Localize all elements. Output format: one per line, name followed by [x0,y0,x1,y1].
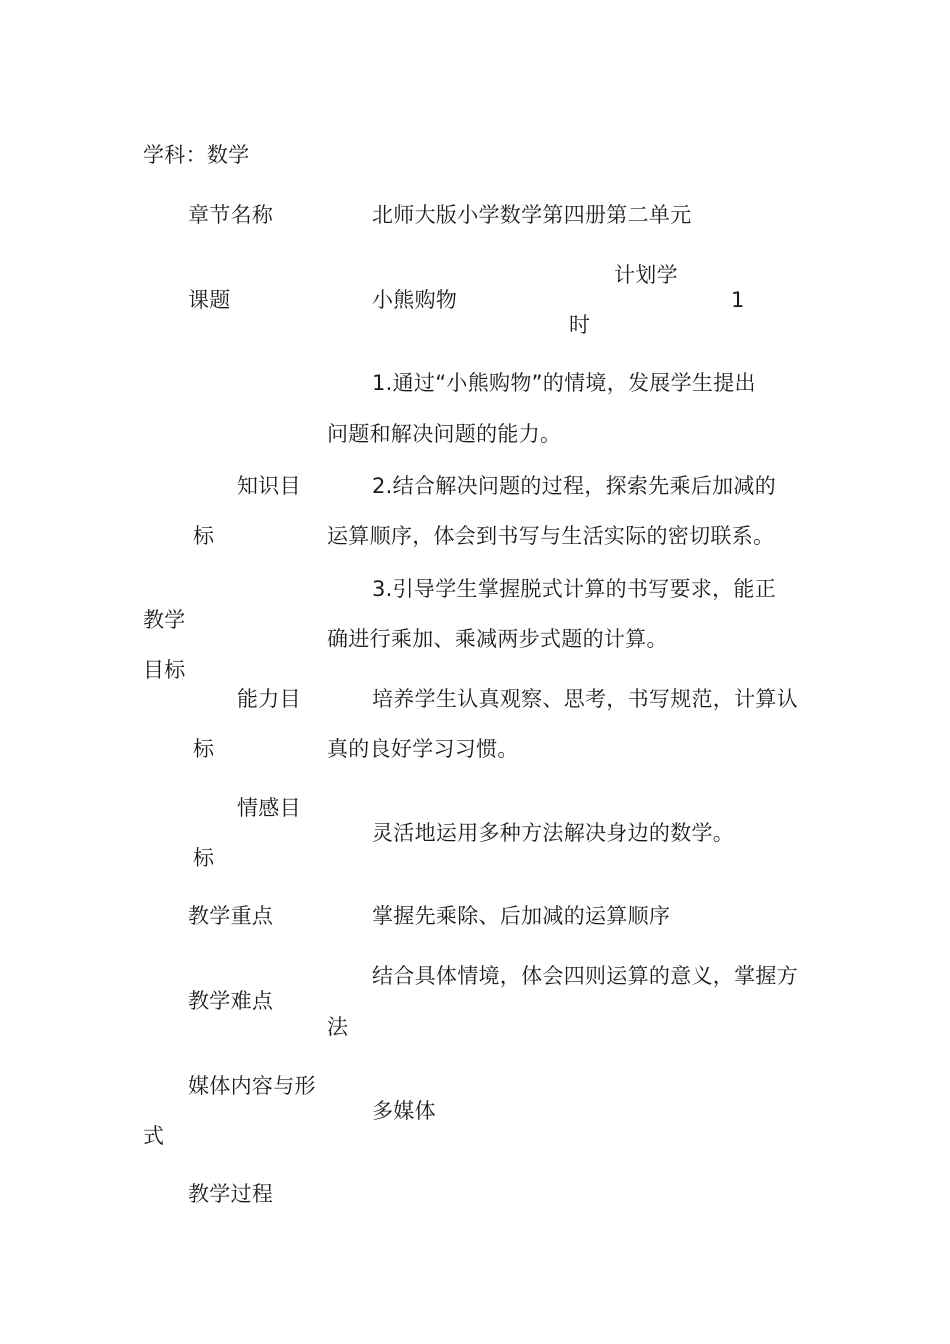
planned-hours-label-line1: 计划学 [614,263,678,287]
difficulty-text-line1: 结合具体情境，体会四则运算的意义，掌握方 [372,964,798,988]
objectives-label-line1: 教学 [143,608,186,632]
knowledge-label-line1: 知识目 [237,474,301,498]
ability-label-line1: 能力目 [237,687,301,711]
chapter-value: 北师大版小学数学第四册第二单元 [372,203,692,227]
ability-label-line2: 标 [193,737,215,761]
knowledge-item-3-line2: 确进行乘加、乘减两步式题的计算。 [327,627,668,651]
difficulty-label: 教学难点 [188,989,274,1013]
planned-hours-value: 1 [731,288,745,312]
subject-heading: 学科：数学 [143,143,250,167]
knowledge-item-3-line1: 3.引导学生掌握脱式计算的书写要求，能正 [372,577,777,601]
knowledge-item-2-line1: 2.结合解决问题的过程，探索先乘后加减的 [372,474,777,498]
key-point-text: 掌握先乘除、后加减的运算顺序 [372,904,671,928]
objectives-label-line2: 目标 [143,658,186,682]
emotion-text: 灵活地运用多种方法解决身边的数学。 [372,821,735,845]
difficulty-text-line2: 法 [327,1015,349,1039]
knowledge-label-line2: 标 [193,524,215,548]
knowledge-item-2-line2: 运算顺序，体会到书写与生活实际的密切联系。 [327,524,775,548]
key-point-label: 教学重点 [188,904,274,928]
lesson-label: 课题 [188,288,231,312]
knowledge-item-1-line1: 1.通过“小熊购物”的情境，发展学生提出 [372,371,756,395]
planned-hours-label-line2: 时 [569,313,591,337]
lesson-value: 小熊购物 [372,288,458,312]
emotion-label-line1: 情感目 [237,796,301,820]
emotion-label-line2: 标 [193,846,215,870]
media-text: 多媒体 [372,1099,436,1123]
ability-text-line2: 真的良好学习习惯。 [327,737,519,761]
chapter-label: 章节名称 [188,203,274,227]
media-label-line1: 媒体内容与形 [188,1074,316,1098]
media-label-line2: 式 [143,1124,165,1148]
ability-text-line1: 培养学生认真观察、思考，书写规范，计算认 [372,687,798,711]
process-label: 教学过程 [188,1182,274,1206]
knowledge-item-1-line2: 问题和解决问题的能力。 [327,422,562,446]
